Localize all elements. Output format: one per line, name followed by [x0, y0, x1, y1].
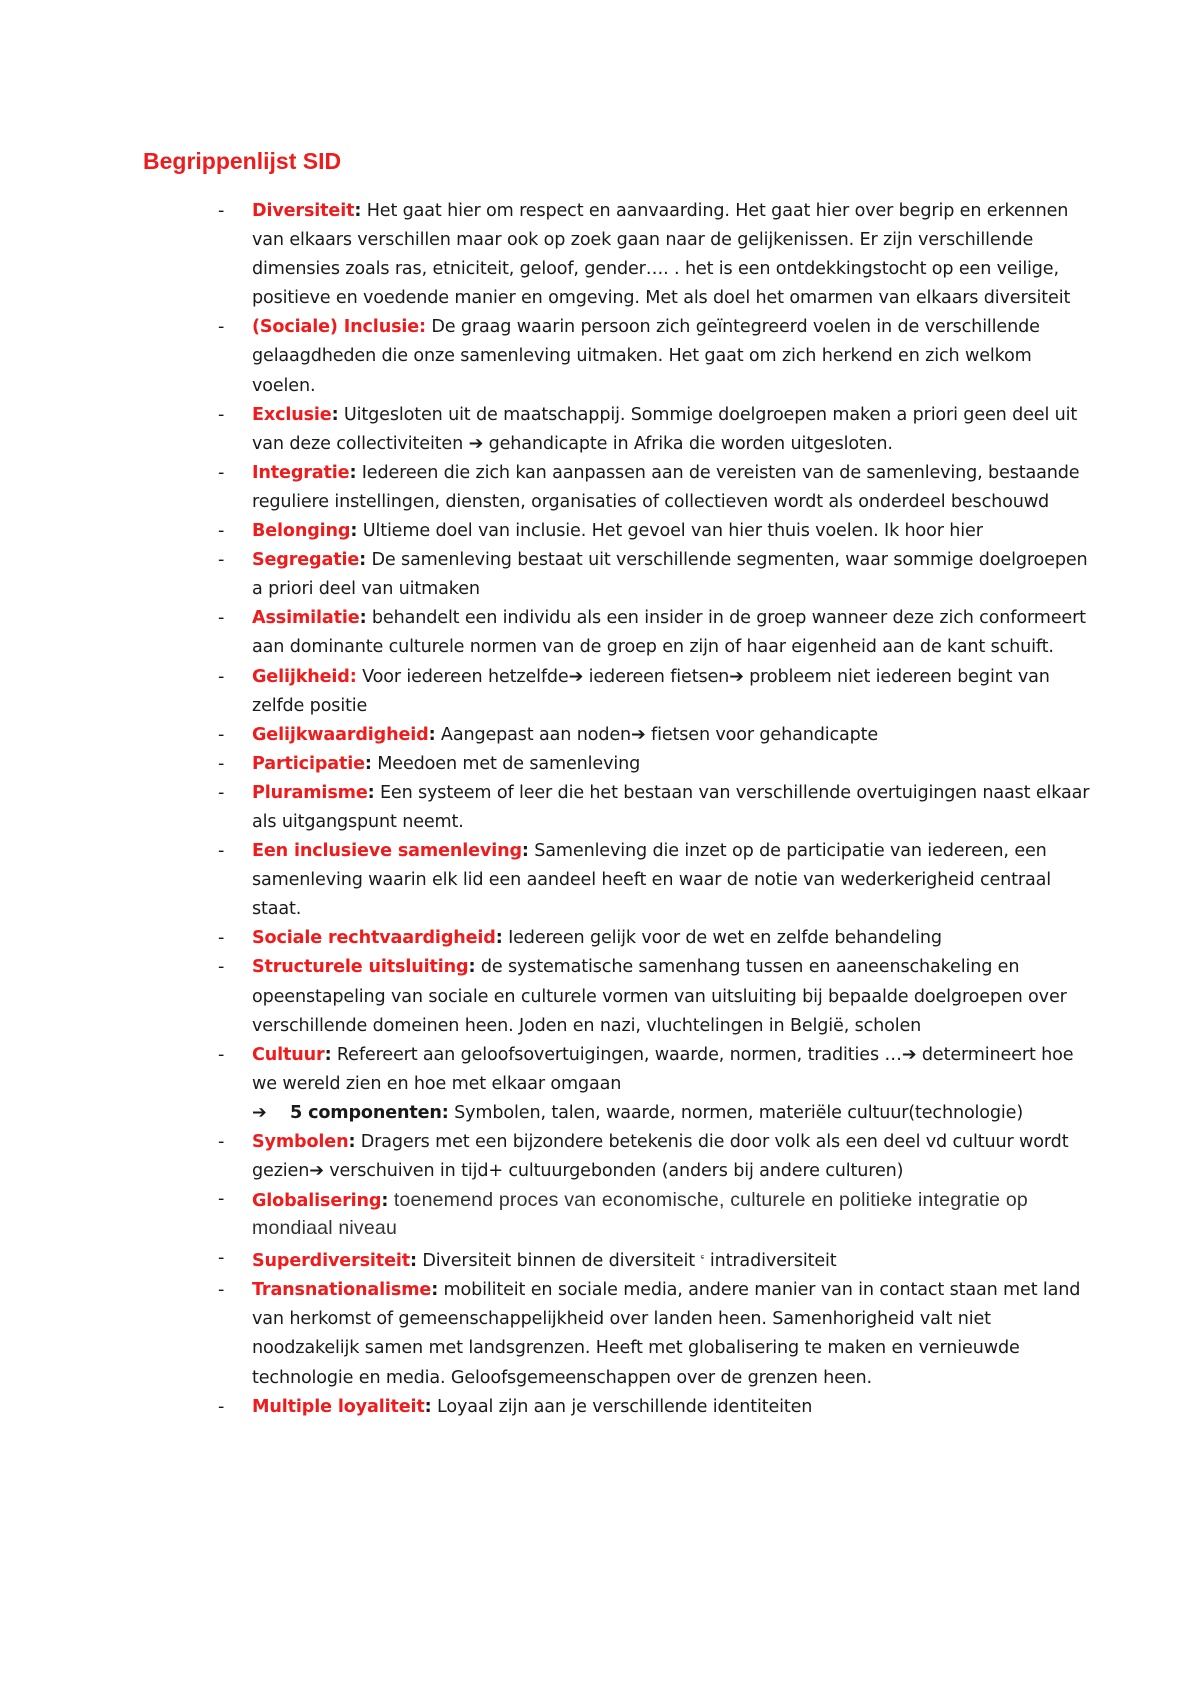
- page-title: Begrippenlijst SID: [143, 148, 342, 174]
- definition-text: de systematische samenhang tussen en aaneenschakeling en opeenstapeling van sociale en culturele vormen van uitsluiting bij bepaalde doelgroepen over verschillende domeinen heen. Joden en nazi, vluchtelingen in België, scholen: [252, 957, 1067, 1036]
- definition-text: Dragers met een bijzondere betekenis die door volk als een deel vd cultuur wordt gezien: [252, 1132, 1069, 1182]
- list-item: [218, 1244, 1098, 1276]
- term-colon: :: [381, 1191, 389, 1212]
- list-item: [218, 1276, 1098, 1392]
- definition-text: toenemend proces van economische, culturele en politieke integratie op mondiaal niveau: [252, 1189, 1028, 1239]
- term-colon: :: [354, 201, 362, 221]
- list-item: [218, 837, 1098, 924]
- term-label: Integratie: [252, 462, 350, 483]
- bullet-dash: -: [218, 1280, 225, 1301]
- term-colon: :: [495, 928, 503, 949]
- arrow-right-icon: ➔: [309, 1161, 324, 1182]
- definition-text: gehandicapte in Afrika die worden uitgesloten.: [483, 433, 893, 454]
- term-label: Globalisering: [252, 1191, 382, 1212]
- term-colon: :: [324, 1044, 332, 1065]
- definition-text: Uitgesloten uit de maatschappij. Sommige doelgroepen maken a priori geen deel uit van deze collectiviteiten: [252, 404, 1078, 454]
- bullet-dash: -: [218, 521, 225, 542]
- term-label: Structurele uitsluiting: [252, 957, 469, 978]
- list-item: [218, 313, 1098, 400]
- bullet-dash: -: [218, 957, 225, 978]
- definition-text: Aangepast aan noden: [435, 724, 632, 745]
- definition-text: Samenleving die inzet op de participatie van iedereen, een samenleving waarin elk lid een aandeel heeft en waar de notie van wederkerigheid centraal staat.: [252, 841, 1052, 920]
- definition-text: Iedereen die zich kan aanpassen aan de vereisten van de samenleving, bestaande reguliere instellingen, diensten, organisaties of collectieven wordt als onderdeel beschouwd: [252, 462, 1080, 512]
- list-item: [218, 924, 1098, 953]
- bullet-dash: -: [218, 550, 225, 571]
- hook-symbol-icon: ᶝ: [700, 1252, 705, 1266]
- term-colon: :: [367, 782, 375, 803]
- sub-bullet: [252, 1099, 1098, 1128]
- list-item: [218, 779, 1098, 837]
- bullet-dash: -: [218, 1189, 225, 1210]
- term-label: Cultuur: [252, 1044, 325, 1065]
- term-label: Exclusie: [252, 404, 332, 425]
- bullet-dash: -: [218, 724, 225, 745]
- list-item: [218, 953, 1098, 1040]
- term-label: Pluramisme: [252, 782, 368, 803]
- definition-text: Meedoen met de samenleving: [371, 753, 641, 774]
- bullet-dash: -: [218, 928, 225, 949]
- definition-text: fietsen voor gehandicapte: [645, 724, 879, 745]
- definition-text: intradiversiteit: [704, 1251, 837, 1272]
- term-label: (Sociale) Inclusie:: [252, 317, 426, 338]
- arrow-right-icon: ➔: [568, 666, 584, 687]
- arrow-right-icon: ➔: [901, 1044, 917, 1065]
- definition-text: Een systeem of leer die het bestaan van verschillende overtuigingen naast elkaar als uitgangspunt neemt.: [252, 782, 1090, 832]
- term-colon: :: [350, 521, 358, 542]
- definition-text: Loyaal zijn aan je verschillende identiteiten: [431, 1396, 813, 1417]
- definition-text: Voor iedereen hetzelfde: [356, 666, 569, 687]
- bullet-dash: -: [218, 404, 225, 425]
- definition-text: Refereert aan geloofsovertuigingen, waarde, normen, tradities …: [331, 1044, 902, 1065]
- list-item: [218, 663, 1098, 721]
- arrow-right-icon: ➔: [729, 666, 744, 687]
- list-item: [218, 546, 1098, 604]
- arrow-right-icon: ➔: [631, 724, 646, 745]
- bullet-dash: -: [218, 1396, 225, 1417]
- term-colon: :: [364, 753, 372, 774]
- definition-text: behandelt een individu als een insider in de groep wanneer deze zich conformeert aan dominante culturele normen van de groep en zijn of haar eigenheid aan de kant schuift.: [252, 608, 1086, 658]
- term-label: Transnationalisme: [252, 1280, 432, 1301]
- term-colon: :: [331, 404, 339, 425]
- definition-text: determineert hoe we wereld zien en hoe met elkaar omgaan: [252, 1044, 1074, 1094]
- list-item: [218, 1128, 1098, 1186]
- term-colon: :: [521, 841, 529, 862]
- term-label: Sociale rechtvaardigheid: [252, 928, 496, 949]
- definition-text: mobiliteit en sociale media, andere manier van in contact staan met land van herkomst of gemeenschappelijkheid over landen heen. Samenhorigheid valt niet noodzakelijk samen met landsgrenzen. Heeft met globalisering te maken en vernieuwde technologie en media. Geloofsgemeenschappen over de grenzen heen.: [252, 1280, 1081, 1388]
- arrow-right-icon: ➔: [252, 1102, 267, 1123]
- list-item: [218, 1186, 1098, 1244]
- definition-text: De graag waarin persoon zich geïntegreerd voelen in de verschillende gelaagdheden die onze samenleving uitmaken. Het gaat om zich herkend en zich welkom voelen.: [252, 317, 1040, 396]
- list-item: [218, 750, 1098, 779]
- list-item: [218, 459, 1098, 517]
- term-label: Diversiteit: [252, 201, 355, 221]
- term-colon: :: [431, 1280, 439, 1301]
- list-item: [218, 721, 1098, 750]
- list-item: [218, 401, 1098, 459]
- term-label: Belonging: [252, 521, 351, 542]
- term-colon: :: [424, 1396, 432, 1417]
- term-label: Participatie: [252, 753, 365, 774]
- term-label: Een inclusieve samenleving: [252, 841, 522, 862]
- bullet-dash: -: [218, 462, 225, 483]
- term-label: Assimilatie: [252, 608, 360, 629]
- term-label: Gelijkheid:: [252, 666, 357, 687]
- definition-text: probleem niet iedereen begint van zelfde positie: [252, 666, 1050, 716]
- bullet-dash: -: [218, 608, 225, 629]
- term-colon: :: [348, 1132, 356, 1152]
- term-colon: :: [359, 550, 367, 571]
- term-label: Segregatie: [252, 550, 360, 571]
- bullet-dash: -: [218, 841, 225, 862]
- term-label: Gelijkwaardigheid: [252, 724, 429, 745]
- list-item: [218, 1041, 1098, 1128]
- bullet-dash: -: [218, 666, 225, 687]
- definition-text: Het gaat hier om respect en aanvaarding. Het gaat hier over begrip en erkennen van elkaars verschillen maar ook op zoek gaan naar de gelijkenissen. Er zijn verschillende dimensies zoals ras, etniciteit, geloof, gender…. . het is een ontdekkingstocht op een veilige, positieve en voedende manier en omgeving. Met als doel het omarmen van elkaars diversiteit: [252, 201, 1071, 309]
- bullet-dash: -: [218, 1044, 225, 1065]
- definition-text: iedereen fietsen: [583, 666, 730, 687]
- term-colon: :: [428, 724, 436, 745]
- definition-text: De samenleving bestaat uit verschillende segmenten, waar sommige doelgroepen a priori deel van uitmaken: [252, 550, 1088, 600]
- bullet-dash: -: [218, 753, 225, 774]
- list-item: [218, 604, 1098, 662]
- bullet-dash: -: [218, 317, 225, 338]
- term-label: Symbolen: [252, 1132, 349, 1152]
- definition-text: Diversiteit binnen de diversiteit: [416, 1251, 701, 1272]
- bullet-dash: -: [218, 1248, 225, 1269]
- definition-text: verschuiven in tijd+ cultuurgebonden (anders bij andere culturen): [323, 1161, 904, 1182]
- term-colon: :: [359, 608, 367, 629]
- arrow-right-icon: ➔: [468, 433, 484, 454]
- bullet-dash: -: [218, 201, 225, 221]
- term-colon: :: [349, 462, 357, 483]
- list-item: [218, 517, 1098, 546]
- definition-text: Ultieme doel van inclusie. Het gevoel van hier thuis voelen. Ik hoor hier: [357, 521, 983, 542]
- term-list: [218, 197, 1098, 1422]
- bullet-dash: -: [218, 1132, 225, 1152]
- definition-text: Iedereen gelijk voor de wet en zelfde behandeling: [502, 928, 942, 949]
- list-item: [218, 197, 1098, 313]
- term-colon: :: [410, 1251, 417, 1272]
- term-colon: :: [468, 957, 476, 978]
- term-label: Multiple loyaliteit: [252, 1396, 425, 1417]
- term-label: Superdiversiteit: [252, 1251, 410, 1272]
- sub-label: 5 componenten:: [290, 1102, 449, 1123]
- definition-text: Symbolen, talen, waarde, normen, materiële cultuur(technologie): [448, 1102, 1024, 1123]
- list-item: [218, 1393, 1098, 1422]
- bullet-dash: -: [218, 782, 225, 803]
